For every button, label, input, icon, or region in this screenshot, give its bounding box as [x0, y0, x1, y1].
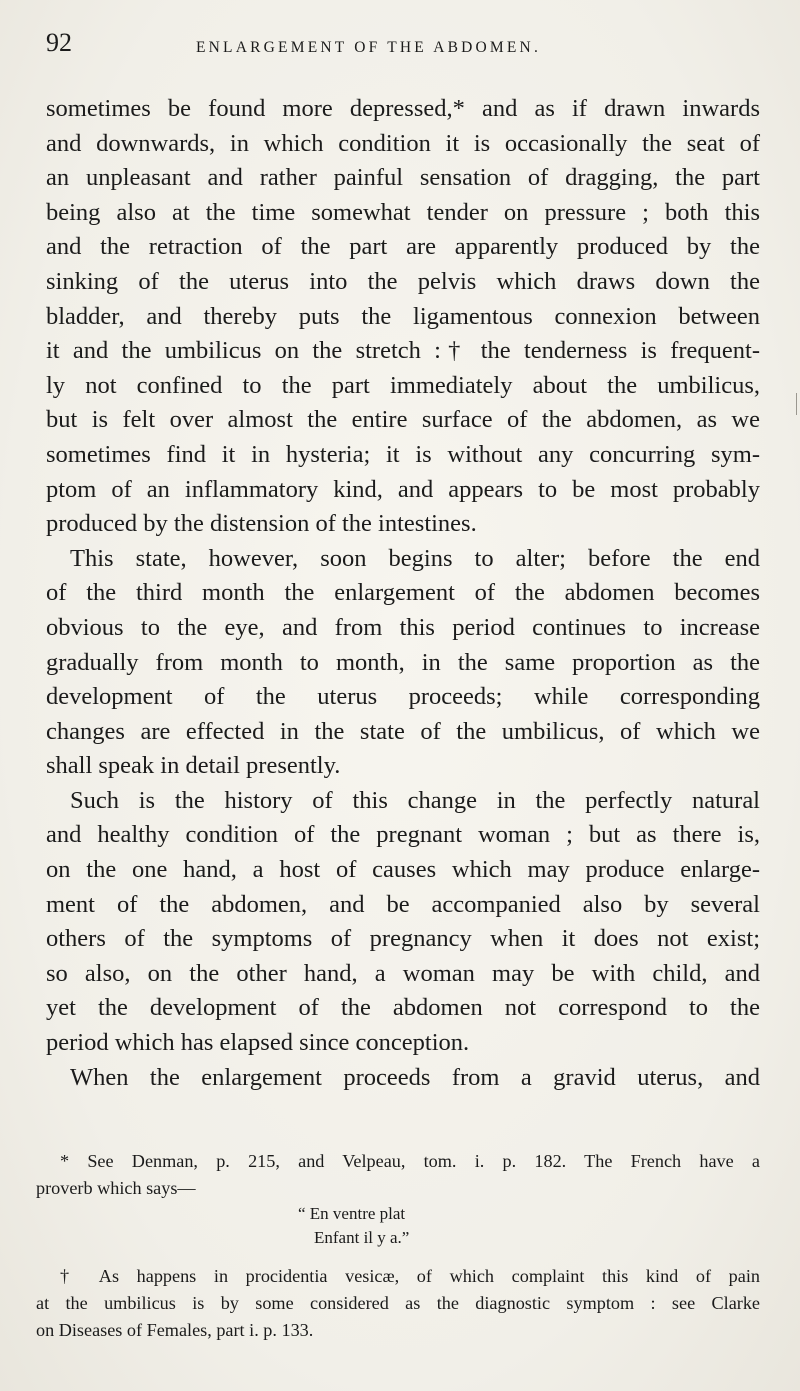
text-line: shall speak in detail presently.	[46, 752, 341, 780]
paragraph-4	[46, 1061, 760, 1096]
text-line: obvious to the eye, and from this period continues to increase	[46, 613, 760, 641]
paragraph-1	[46, 92, 760, 542]
footnote-dagger	[36, 1263, 760, 1344]
text-line: it and the umbilicus on the stretch :† the tenderness is frequent-	[46, 337, 760, 365]
text-line: sometimes be found more depressed,* and as if drawn inwards	[46, 95, 760, 122]
text-line: and healthy condition of the pregnant woman ; but as there is,	[46, 821, 760, 849]
body-text	[46, 92, 760, 1095]
text-line: ly not confined to the part immediately about the umbilicus,	[46, 371, 760, 399]
text-line: and downwards, in which condition it is occasionally the seat of	[46, 129, 760, 157]
footnotes	[36, 1148, 760, 1344]
text-line: bladder, and thereby puts the ligamentous connexion between	[46, 302, 760, 330]
footnote-line: * See Denman, p. 215, and Velpeau, tom. i. p. 182. The French have a	[60, 1151, 760, 1171]
footnote-line: proverb which says—	[36, 1178, 196, 1198]
text-line: sinking of the uterus into the pelvis which draws down the	[46, 267, 760, 295]
text-line: This state, however, soon begins to alter; before the end	[70, 544, 760, 572]
running-head: ENLARGEMENT OF THE ABDOMEN.	[196, 39, 542, 56]
text-line: sometimes find it in hysteria; it is without any concurring sym-	[46, 440, 760, 468]
paragraph-2	[46, 542, 760, 784]
page-number: 92	[46, 28, 72, 57]
text-line: yet the development of the abdomen not correspond to the	[46, 994, 760, 1022]
text-line: on the one hand, a host of causes which may produce enlarge-	[46, 856, 760, 884]
text-line: an unpleasant and rather painful sensation of dragging, the part	[46, 164, 760, 192]
text-line: changes are effected in the state of the umbilicus, of which we	[46, 717, 760, 745]
text-line: Such is the history of this change in the perfectly natural	[70, 786, 760, 814]
text-line: being also at the time somewhat tender on pressure ; both this	[46, 198, 760, 226]
text-line: so also, on the other hand, a woman may be with child, and	[46, 959, 760, 987]
text-line: ptom of an inflammatory kind, and appears to be most probably	[46, 475, 760, 503]
footnote-quote-line: Enfant il y a.”	[314, 1228, 410, 1247]
text-line: others of the symptoms of pregnancy when it does not exist;	[46, 925, 760, 953]
text-line: development of the uterus proceeds; while corresponding	[46, 683, 760, 711]
text-line: of the third month the enlargement of the abdomen becomes	[46, 579, 760, 607]
footnote-quote-line: “ En ventre plat	[298, 1204, 406, 1223]
text-line: When the enlargement proceeds from a gravid uterus, and	[70, 1063, 760, 1091]
text-line: ment of the abdomen, and be accompanied also by several	[46, 890, 760, 918]
text-line: gradually from month to month, in the same proportion as the	[46, 648, 760, 676]
text-line: produced by the distension of the intestines.	[46, 510, 477, 538]
text-line: period which has elapsed since conception.	[46, 1029, 470, 1057]
footnote-line: on Diseases of Females, part i. p. 133.	[36, 1320, 314, 1340]
page-header	[46, 28, 764, 68]
paragraph-3	[46, 784, 760, 1061]
page-edge-mark	[796, 393, 797, 415]
footnote-line: † As happens in procidentia vesicæ, of which complaint this kind of pain	[60, 1266, 760, 1286]
footnote-asterisk	[36, 1148, 760, 1250]
text-line: but is felt over almost the entire surface of the abdomen, as we	[46, 406, 760, 434]
footnote-line: at the umbilicus is by some considered as the diagnostic symptom : see Clarke	[36, 1293, 760, 1313]
text-line: and the retraction of the part are apparently produced by the	[46, 233, 760, 261]
